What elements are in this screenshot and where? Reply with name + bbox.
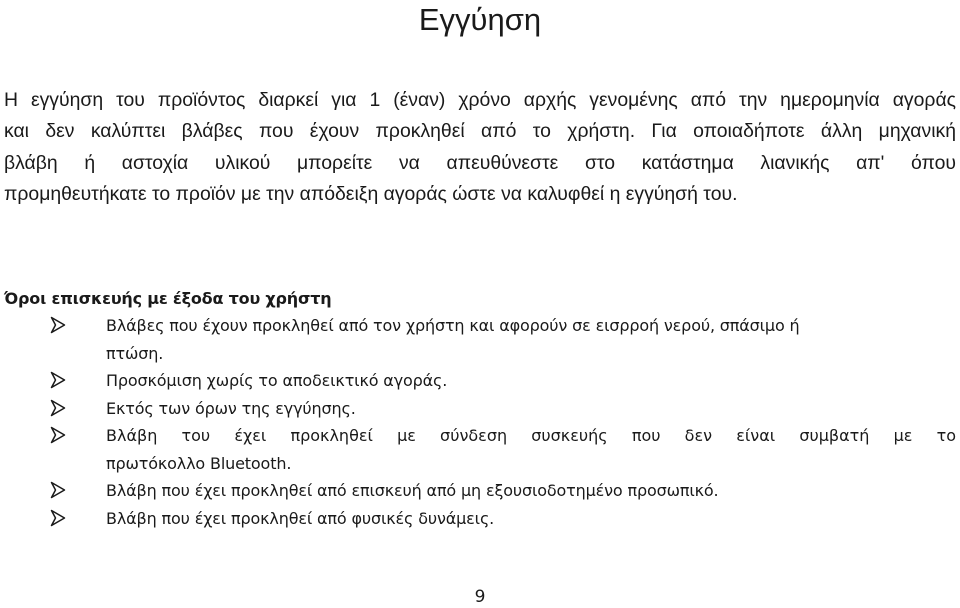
repair-terms-list xyxy=(0,312,960,532)
section-heading: Όροι επισκευής με έξοδα του χρήστη xyxy=(4,289,332,308)
list-item xyxy=(0,505,960,533)
list-item-text: Βλάβη που έχει προκληθεί από φυσικές δυνάμεις. xyxy=(106,508,495,528)
arrowhead-bullet-icon xyxy=(50,426,66,444)
intro-line: Η εγγύηση του προϊόντος διαρκεί για 1 (έναν) χρόνο αρχής γενομένης από την ημερομηνία αγοράς xyxy=(4,89,956,111)
list-item xyxy=(0,422,960,477)
list-item-text: Βλάβη του έχει προκληθεί με σύνδεση συσκευής που δεν είναι συμβατή με το xyxy=(106,426,956,445)
list-item-text: Βλάβες που έχουν προκληθεί από τον χρήστη και αφορούν σε εισρροή νερού, σπάσιμο ή xyxy=(106,316,800,335)
list-item-text: Προσκόμιση χωρίς το αποδεικτικό αγοράς. xyxy=(106,371,448,390)
page-number: 9 xyxy=(474,587,486,607)
list-item-text: Βλάβη που έχει προκληθεί από επισκευή από μη εξουσιοδοτημένο προσωπικό. xyxy=(106,481,719,500)
list-item-text: Εκτός των όρων της εγγύησης. xyxy=(106,398,356,418)
arrowhead-bullet-icon xyxy=(50,481,66,499)
arrowhead-bullet-icon xyxy=(50,371,66,389)
list-item xyxy=(0,367,960,395)
arrowhead-bullet-icon xyxy=(50,316,66,334)
list-item-text: πρωτόκολλο Bluetooth. xyxy=(106,453,292,473)
intro-paragraph xyxy=(4,85,956,210)
list-item-text: πτώση. xyxy=(106,343,164,363)
page-title: Εγγύηση xyxy=(418,2,542,37)
list-item xyxy=(0,312,960,367)
intro-line: προμηθευτήκατε το προϊόν με την απόδειξη αγοράς ώστε να καλυφθεί η εγγύησή του. xyxy=(4,182,738,205)
list-item xyxy=(0,477,960,505)
intro-line: βλάβη ή αστοχία υλικού μπορείτε να απευθύνεστε στο κατάστημα λιανικής απ' όπου xyxy=(4,151,956,174)
arrowhead-bullet-icon xyxy=(50,509,66,527)
list-item xyxy=(0,395,960,423)
arrowhead-bullet-icon xyxy=(50,399,66,417)
intro-line: και δεν καλύπτει βλάβες που έχουν προκληθεί από το χρήστη. Για οποιαδήποτε άλλη μηχανική xyxy=(4,120,956,143)
